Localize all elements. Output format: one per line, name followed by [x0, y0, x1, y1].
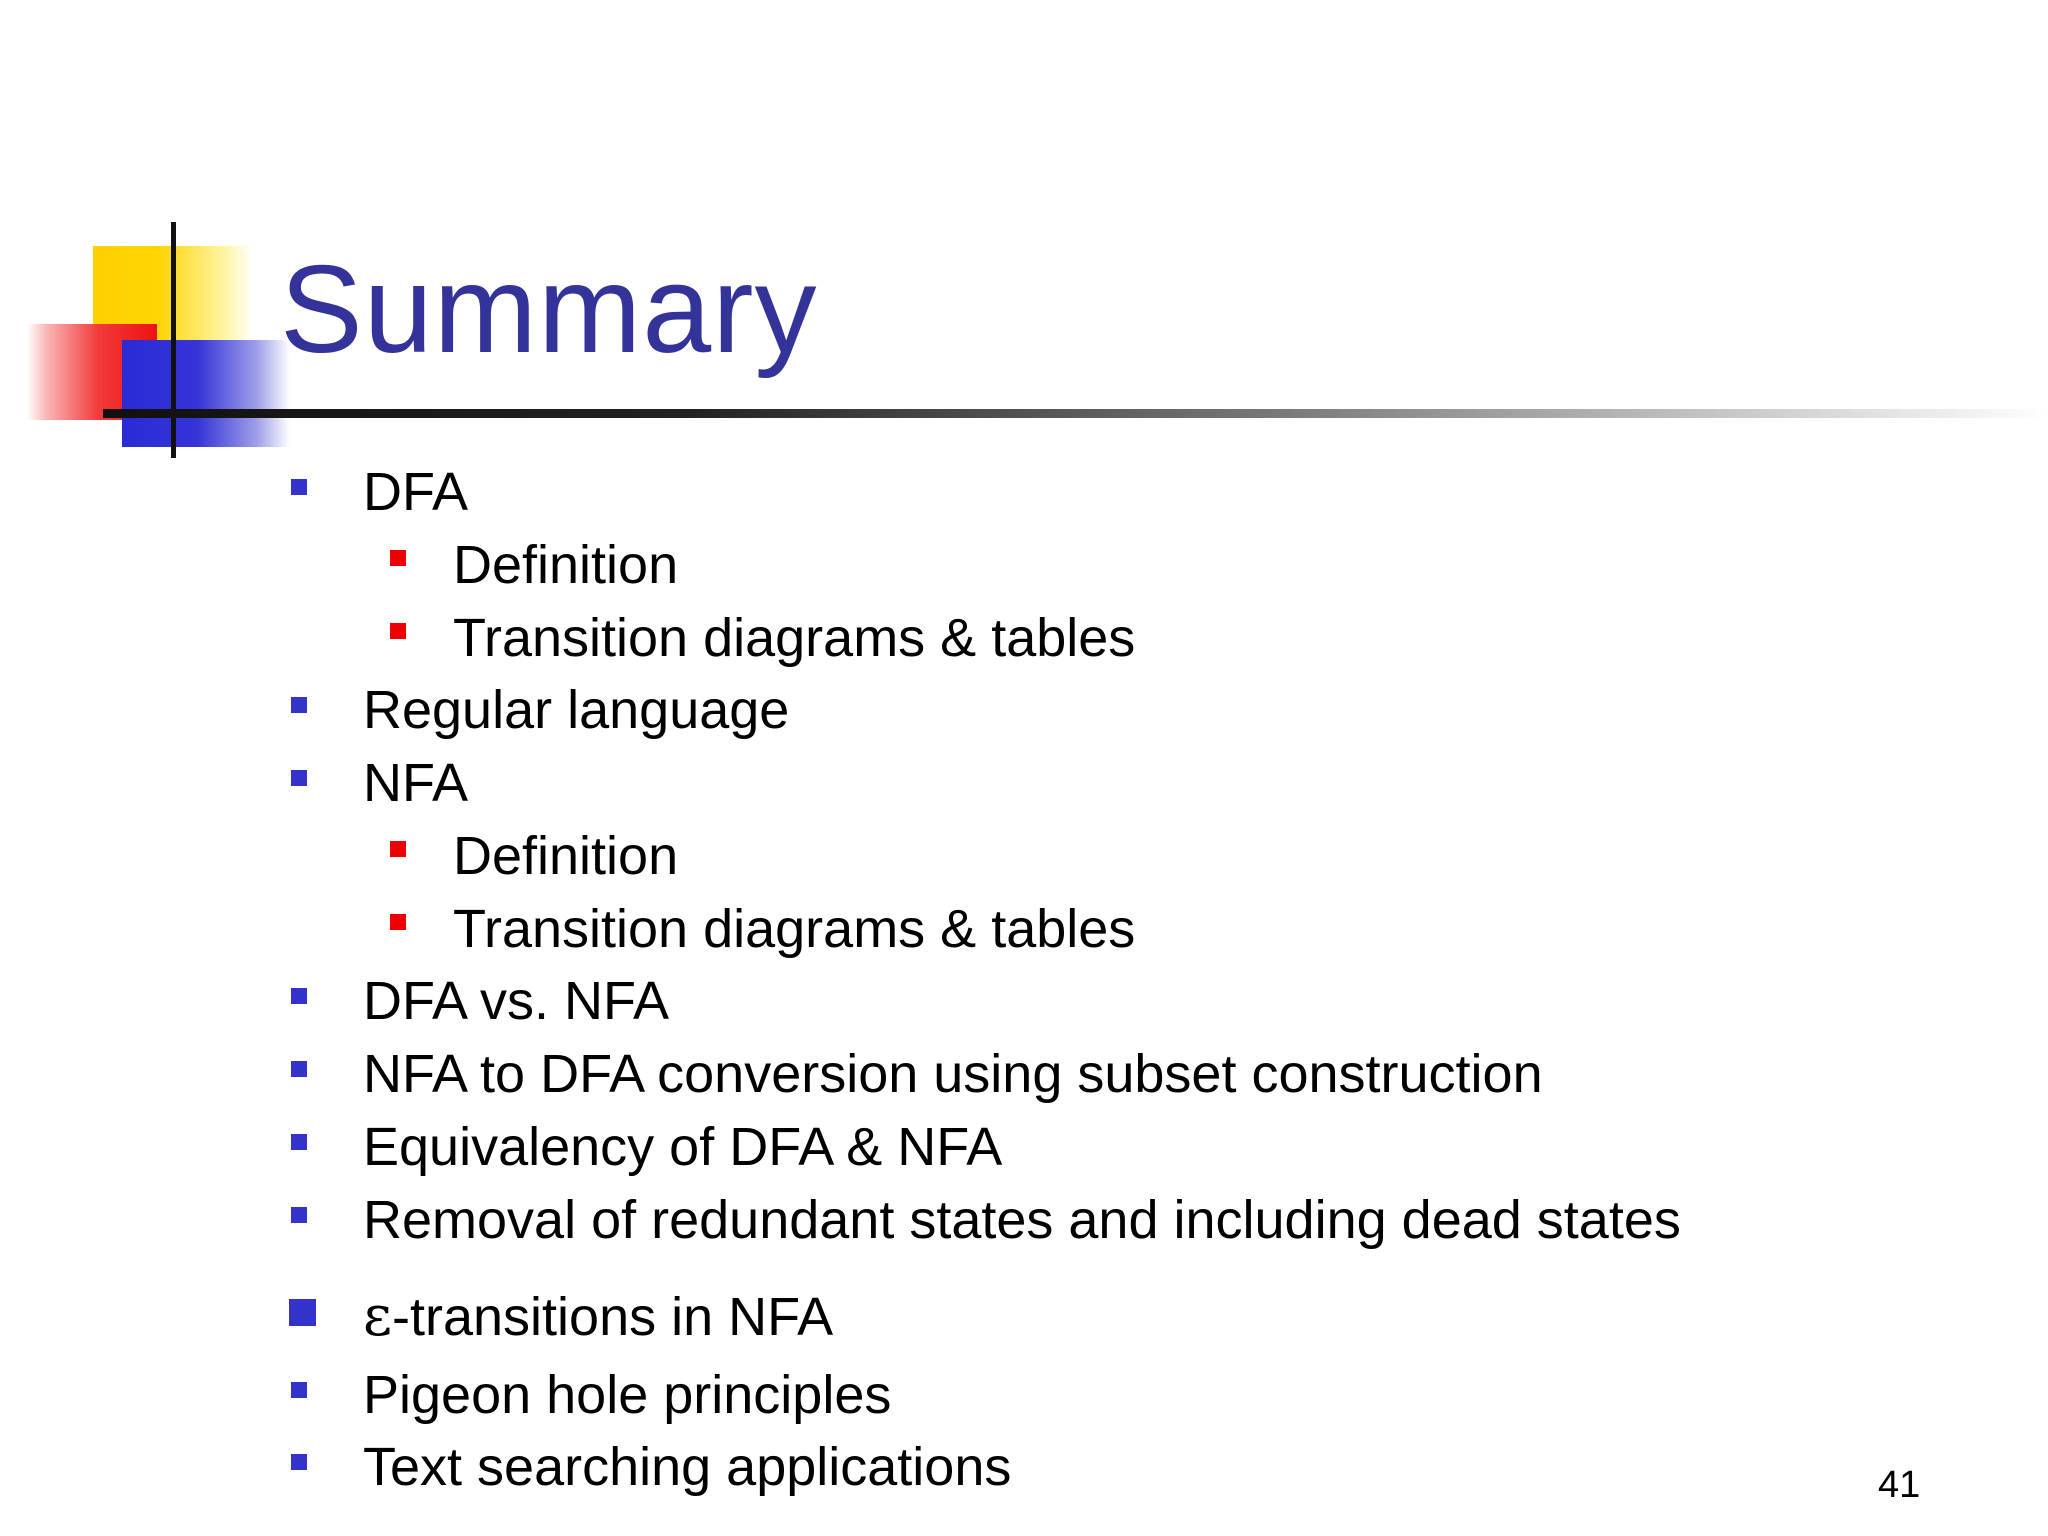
sub-bullet-marker-icon	[390, 550, 406, 566]
bullet-marker-icon	[291, 697, 307, 713]
sub-bullet-text: Transition diagrams & tables	[453, 608, 1136, 668]
bullet-marker-icon	[291, 1134, 307, 1150]
sub-bullet-marker-icon	[390, 841, 406, 857]
sub-bullet-marker-icon	[390, 914, 406, 930]
bullet-marker-icon	[289, 1299, 316, 1326]
bullet-text: NFA	[363, 753, 469, 813]
bullet-marker-icon	[291, 1454, 307, 1470]
sub-bullet-text: Definition	[453, 535, 679, 595]
bullet-marker-icon	[291, 988, 307, 1004]
sub-bullet-text: Definition	[453, 826, 679, 886]
bullet-text: Removal of redundant states and including dead states	[363, 1190, 1681, 1250]
epsilon-symbol: ε	[363, 1284, 393, 1349]
sub-bullet-marker-icon	[390, 623, 406, 639]
bullet-text: Text searching applications	[363, 1437, 1012, 1497]
bullet-text: NFA to DFA conversion using subset construction	[363, 1044, 1543, 1104]
bullet-text-rest: -transitions in NFA	[392, 1287, 834, 1347]
bullet-marker-icon	[291, 1382, 307, 1398]
sub-bullet-text: Transition diagrams & tables	[453, 899, 1136, 959]
slide-title: Summary	[280, 241, 818, 379]
page-number: 41	[1878, 1464, 1921, 1506]
bullet-text: Regular language	[363, 680, 790, 740]
bullet-text: Equivalency of DFA & NFA	[363, 1117, 1003, 1177]
bullet-text: DFA vs. NFA	[363, 971, 670, 1031]
bullet-marker-icon	[291, 479, 307, 495]
bullet-text	[363, 1282, 833, 1352]
bullet-text: Pigeon hole principles	[363, 1365, 892, 1425]
bullet-text: DFA	[363, 462, 469, 522]
bullet-marker-icon	[291, 1061, 307, 1077]
bullet-marker-icon	[291, 770, 307, 786]
bullet-marker-icon	[291, 1207, 307, 1223]
